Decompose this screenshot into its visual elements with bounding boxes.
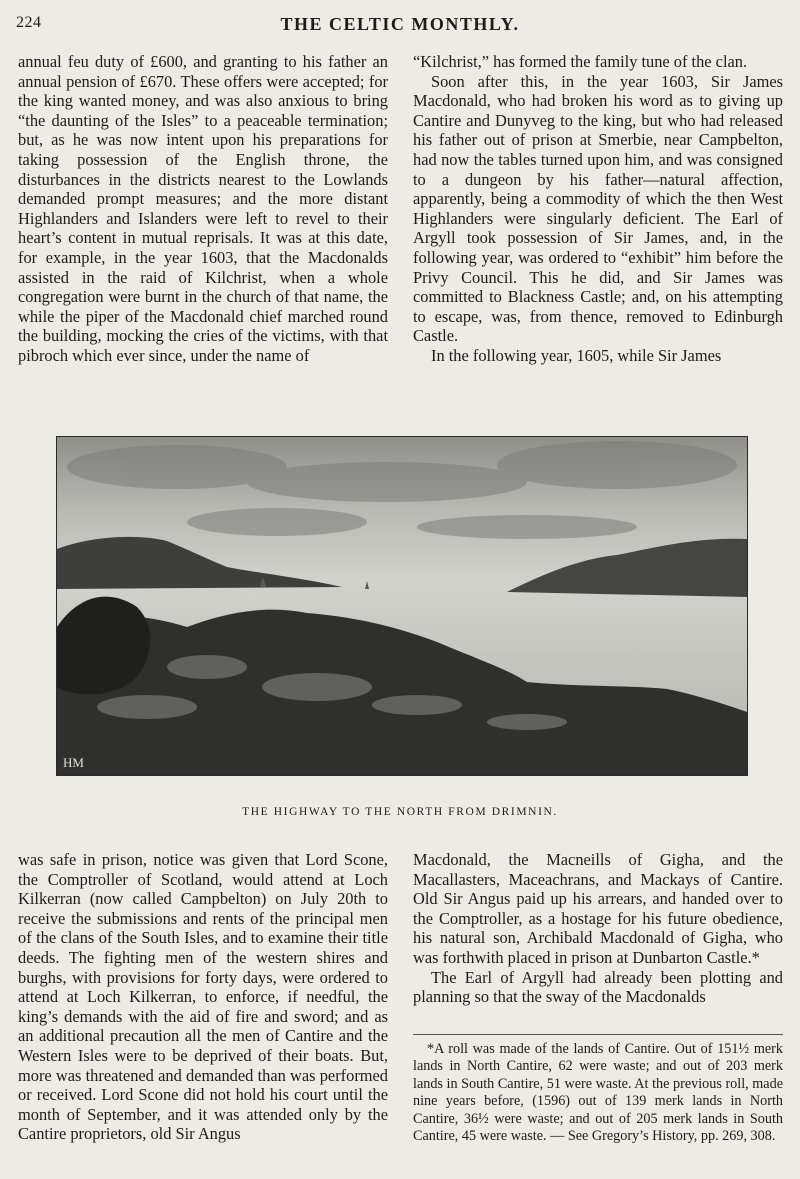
- figure-caption: THE HIGHWAY TO THE NORTH FROM DRIMNIN.: [242, 806, 558, 818]
- running-title: THE CELTIC MONTHLY.: [280, 14, 520, 34]
- column-top-left: [18, 52, 388, 366]
- paragraph: was safe in prison, notice was given that Lord Scone, the Comptroller of Scotland, would attend at Loch Kilkerran (now called Campbelton) on July 20th to receive the submissions and rents of the principal men of the clans of the South Isles, and to examine their title deeds. The fighting men of the western shires and burghs, with provisions for forty days, were ordered to attend at Loch Kilkerran, to enforce, if needful, the king’s demands with the aid of fire and sword; and as an additional precaution all the men of Cantire and the Western Isles were to be deprived of their boats. But, more was threatened and demanded than was performed or received. Lord Scone did not hold his court until the month of September, and it was attended only by the Cantire proprietors, old Sir Angus: [18, 850, 388, 1144]
- footnote: [413, 1034, 783, 1145]
- paragraph: The Earl of Argyll had already been plotting and planning so that the sway of the Macdonalds: [413, 967, 783, 1007]
- paragraph: Soon after this, in the year 1603, Sir James Macdonald, who had broken his word as to giving up Cantire and Dunyveg to the king, but who had released his father out of prison at Smerbie, near Campbelton, had now the tables turned upon him, and was consigned to a dungeon by his father—natural affection, apparently, being a commodity of which the then West Highlanders were singularly deficient. The Earl of Argyll took possession of Sir James, and, in the following year, was ordered to “exhibit” him before the Privy Council. This he did, and Sir James was committed to Blackness Castle; and, on his attempting to escape, was, from thence, removed to Edinburgh Castle.: [413, 71, 783, 346]
- paragraph: In the following year, 1605, while Sir James: [431, 345, 722, 365]
- footnote-text: *A roll was made of the lands of Cantire. Out of 151½ merk lands in North Cantire, 62 were waste; and out of 203 merk lands in South Cantire, 51 were waste. At the previous roll, made nine years before, (1596) out of 139 merk lands in North Cantire, 36½ were waste; and out of 205 merk lands in South Cantire, 45 were waste. — See Gregory’s History, pp. 269, 308.: [413, 1041, 783, 1145]
- landscape-illustration: [56, 436, 748, 776]
- paragraph: Macdonald, the Macneills of Gigha, and the Macallasters, Maceachrans, and Mackays of Cantire. Old Sir Angus paid up his arrears, and handed over to the Comptroller, as a hostage for his future obedience, his natural son, Archibald Macdonald of Gigha, who was forthwith placed in prison at Dunbarton Castle.*: [413, 850, 783, 967]
- column-bottom-right: [413, 850, 783, 1007]
- paragraph: “Kilchrist,” has formed the family tune of the clan.: [413, 52, 748, 71]
- column-bottom-left: [18, 850, 388, 1144]
- engraver-signature: HM: [63, 755, 84, 770]
- paragraph: annual feu duty of £600, and granting to his father an annual pension of £670. These offers were accepted; for the king wanted money, and was also anxious to bring “the daunting of the Isles” to a peaceable termination; but, as he was now intent upon his preparations for taking possession of the English throne, the disturbances in the districts nearest to the Lowlands demanded prompt measures; and the more distant Highlanders and Islanders were left to revel to their heart’s content in mutual reprisals. It was at this date, for example, in the year 1603, that the Macdonalds assisted in the raid of Kilchrist, when a whole congregation were burnt in the church of that name, the while the piper of the Macdonald chief marched round the building, mocking the cries of the victims, with that pibroch which ever since, under the name of: [18, 52, 388, 365]
- page-number: 224: [16, 14, 42, 31]
- page-header: [14, 14, 786, 38]
- column-top-right: [413, 52, 783, 366]
